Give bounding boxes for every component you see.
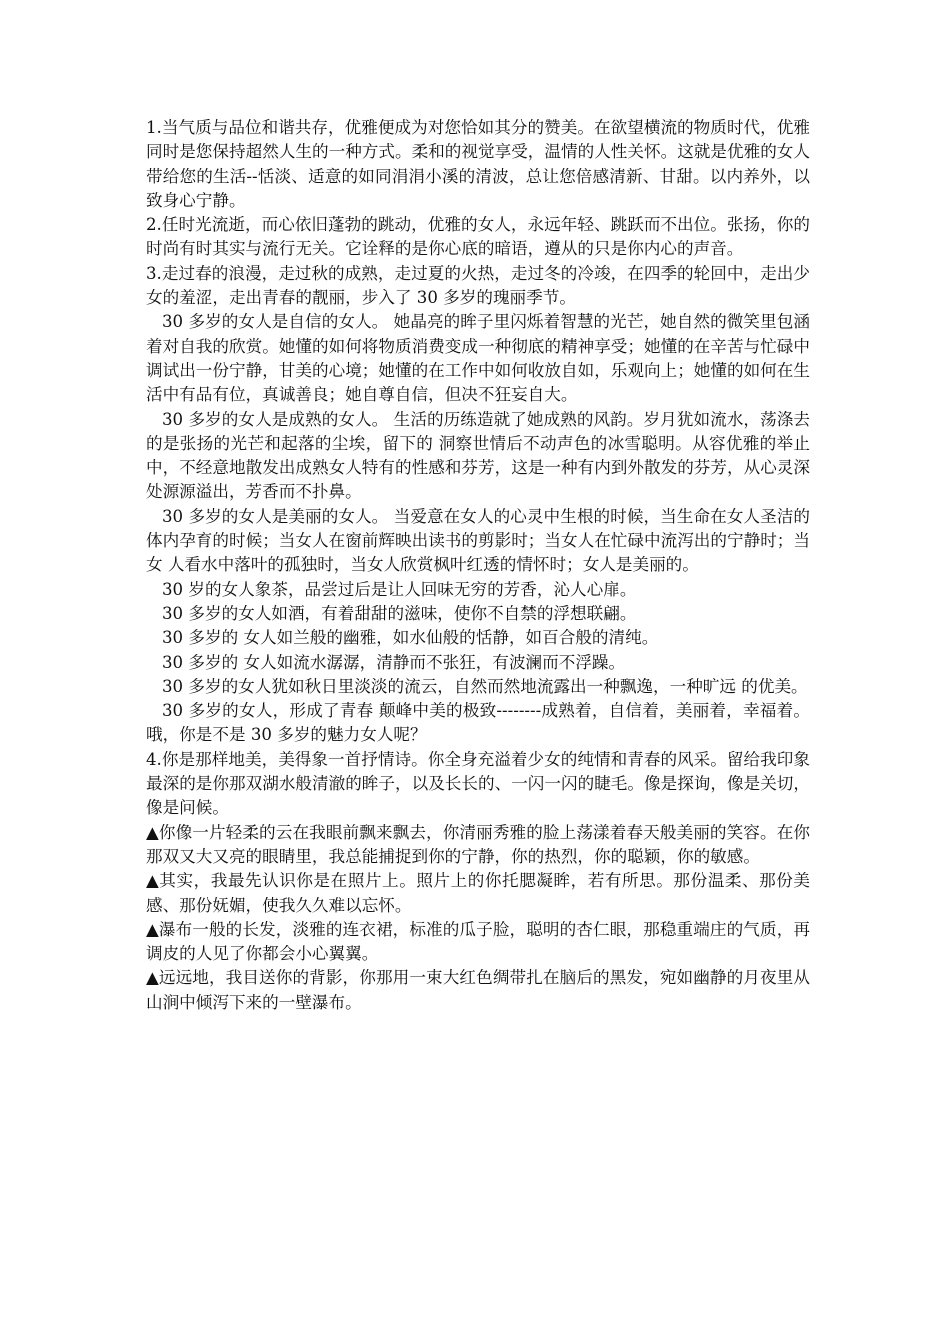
paragraph-confident: 30 多岁的女人是自信的女人。 她晶亮的眸子里闪烁着智慧的光芒，她自然的微笑里包涵着对自我的欣赏。她懂的如何将物质消费变成一种彻底的精神享受；她懂的在辛苦与忙碌中调试出一份宁静，甘美的心境；她懂的在工作中如何收放自如，乐观向上；她懂的如何在生活中有品有位，真诚善良；她自尊自信，但决不狂妄自大。: [146, 312, 810, 405]
paragraph-wine: 30 多岁的女人如酒，有着甜甜的滋味，使你不自禁的浮想联翩。: [162, 603, 637, 623]
paragraph-4: 4.你是那样地美，美得象一首抒情诗。你全身充溢着少女的纯情和青春的风采。留给我印象最深的是你那双湖水般清澈的眸子，以及长长的、一闪一闪的睫毛。像是探询，像是关切，像是问候。: [146, 749, 810, 818]
paragraph-bullet-hair: ▲瀑布一般的长发，淡雅的连衣裙，标准的瓜子脸，聪明的杏仁眼，那稳重端庄的气质，再调皮的人见了你都会小心翼翼。: [146, 919, 810, 964]
document-body: [146, 116, 810, 1015]
paragraph-2: 2.任时光流逝，而心依旧蓬勃的跳动，优雅的女人，永远年轻、跳跃而不出位。张扬，你的时尚有时其实与流行无关。它诠释的是你心底的暗语，遵从的只是你内心的声音。: [146, 215, 810, 259]
paragraph-mature: 30 多岁的女人是成熟的女人。 生活的历练造就了她成熟的风韵。岁月犹如流水，荡涤去的是张扬的光芒和起落的尘埃，留下的 洞察世情后不动声色的冰雪聪明。从容优雅的举止中，不经意地散发出成熟女人特有的性感和芬芳，这是一种有内到外散发的芬芳，从心灵深处源源溢出，芳香而不扑鼻。: [146, 409, 810, 502]
paragraph-cloud: 30 多岁的女人犹如秋日里淡淡的流云，自然而然地流露出一种飘逸，一种旷远 的优美。: [162, 676, 808, 696]
paragraph-bullet-photo: ▲其实，我最先认识你是在照片上。照片上的你托腮凝眸，若有所思。那份温柔、那份美感、那份妩媚，使我久久难以忘怀。: [146, 871, 810, 915]
paragraph-1: 1.当气质与品位和谐共存，优雅便成为对您恰如其分的赞美。在欲望横流的物质时代，优雅同时是您保持超然人生的一种方式。柔和的视觉享受，温情的人性关怀。这就是优雅的女人带给您的生活--恬淡、适意的如同涓涓小溪的清波，总让您倍感清新、甘甜。以内养外，以致身心宁静。: [146, 118, 810, 210]
paragraph-water: 30 多岁的 女人如流水潺潺，清静而不张狂，有波澜而不浮躁。: [162, 652, 626, 672]
paragraph-beautiful: 30 多岁的女人是美丽的女人。 当爱意在女人的心灵中生根的时候，当生命在女人圣洁的体内孕育的时候；当女人在窗前辉映出读书的剪影时；当女人在忙碌中流泻出的宁静时；当女 人看水中落叶的孤独时，当女人欣赏枫叶红透的情怀时；女人是美丽的。: [146, 506, 810, 575]
paragraph-tea: 30 岁的女人象茶，品尝过后是让人回味无穷的芳香，沁人心扉。: [162, 579, 637, 599]
paragraph-bullet-cloud: ▲你像一片轻柔的云在我眼前飘来飘去，你清丽秀雅的脸上荡漾着春天般美丽的笑容。在你那双又大又亮的眼睛里，我总能捕捉到你的宁静，你的热烈，你的聪颖，你的敏感。: [146, 822, 810, 866]
paragraph-bullet-waterfall: ▲远远地，我目送你的背影，你那用一束大红色绸带扎在脑后的黑发，宛如幽静的月夜里从山涧中倾泻下来的一壁瀑布。: [146, 968, 810, 1012]
paragraph-orchid: 30 多岁的 女人如兰般的幽雅，如水仙般的恬静，如百合般的清纯。: [162, 628, 659, 648]
paragraph-3: 3.走过春的浪漫，走过秋的成熟，走过夏的火热，走过冬的冷竣，在四季的轮回中，走出少女的羞涩，走出青春的靓丽，步入了 30 多岁的瑰丽季节。: [146, 263, 810, 308]
paragraph-peak: 30 多岁的女人，形成了青春 颠峰中美的极致--------成熟着，自信着，美丽着，幸福着。哦，你是不是 30 多岁的魅力女人呢？: [146, 701, 810, 745]
